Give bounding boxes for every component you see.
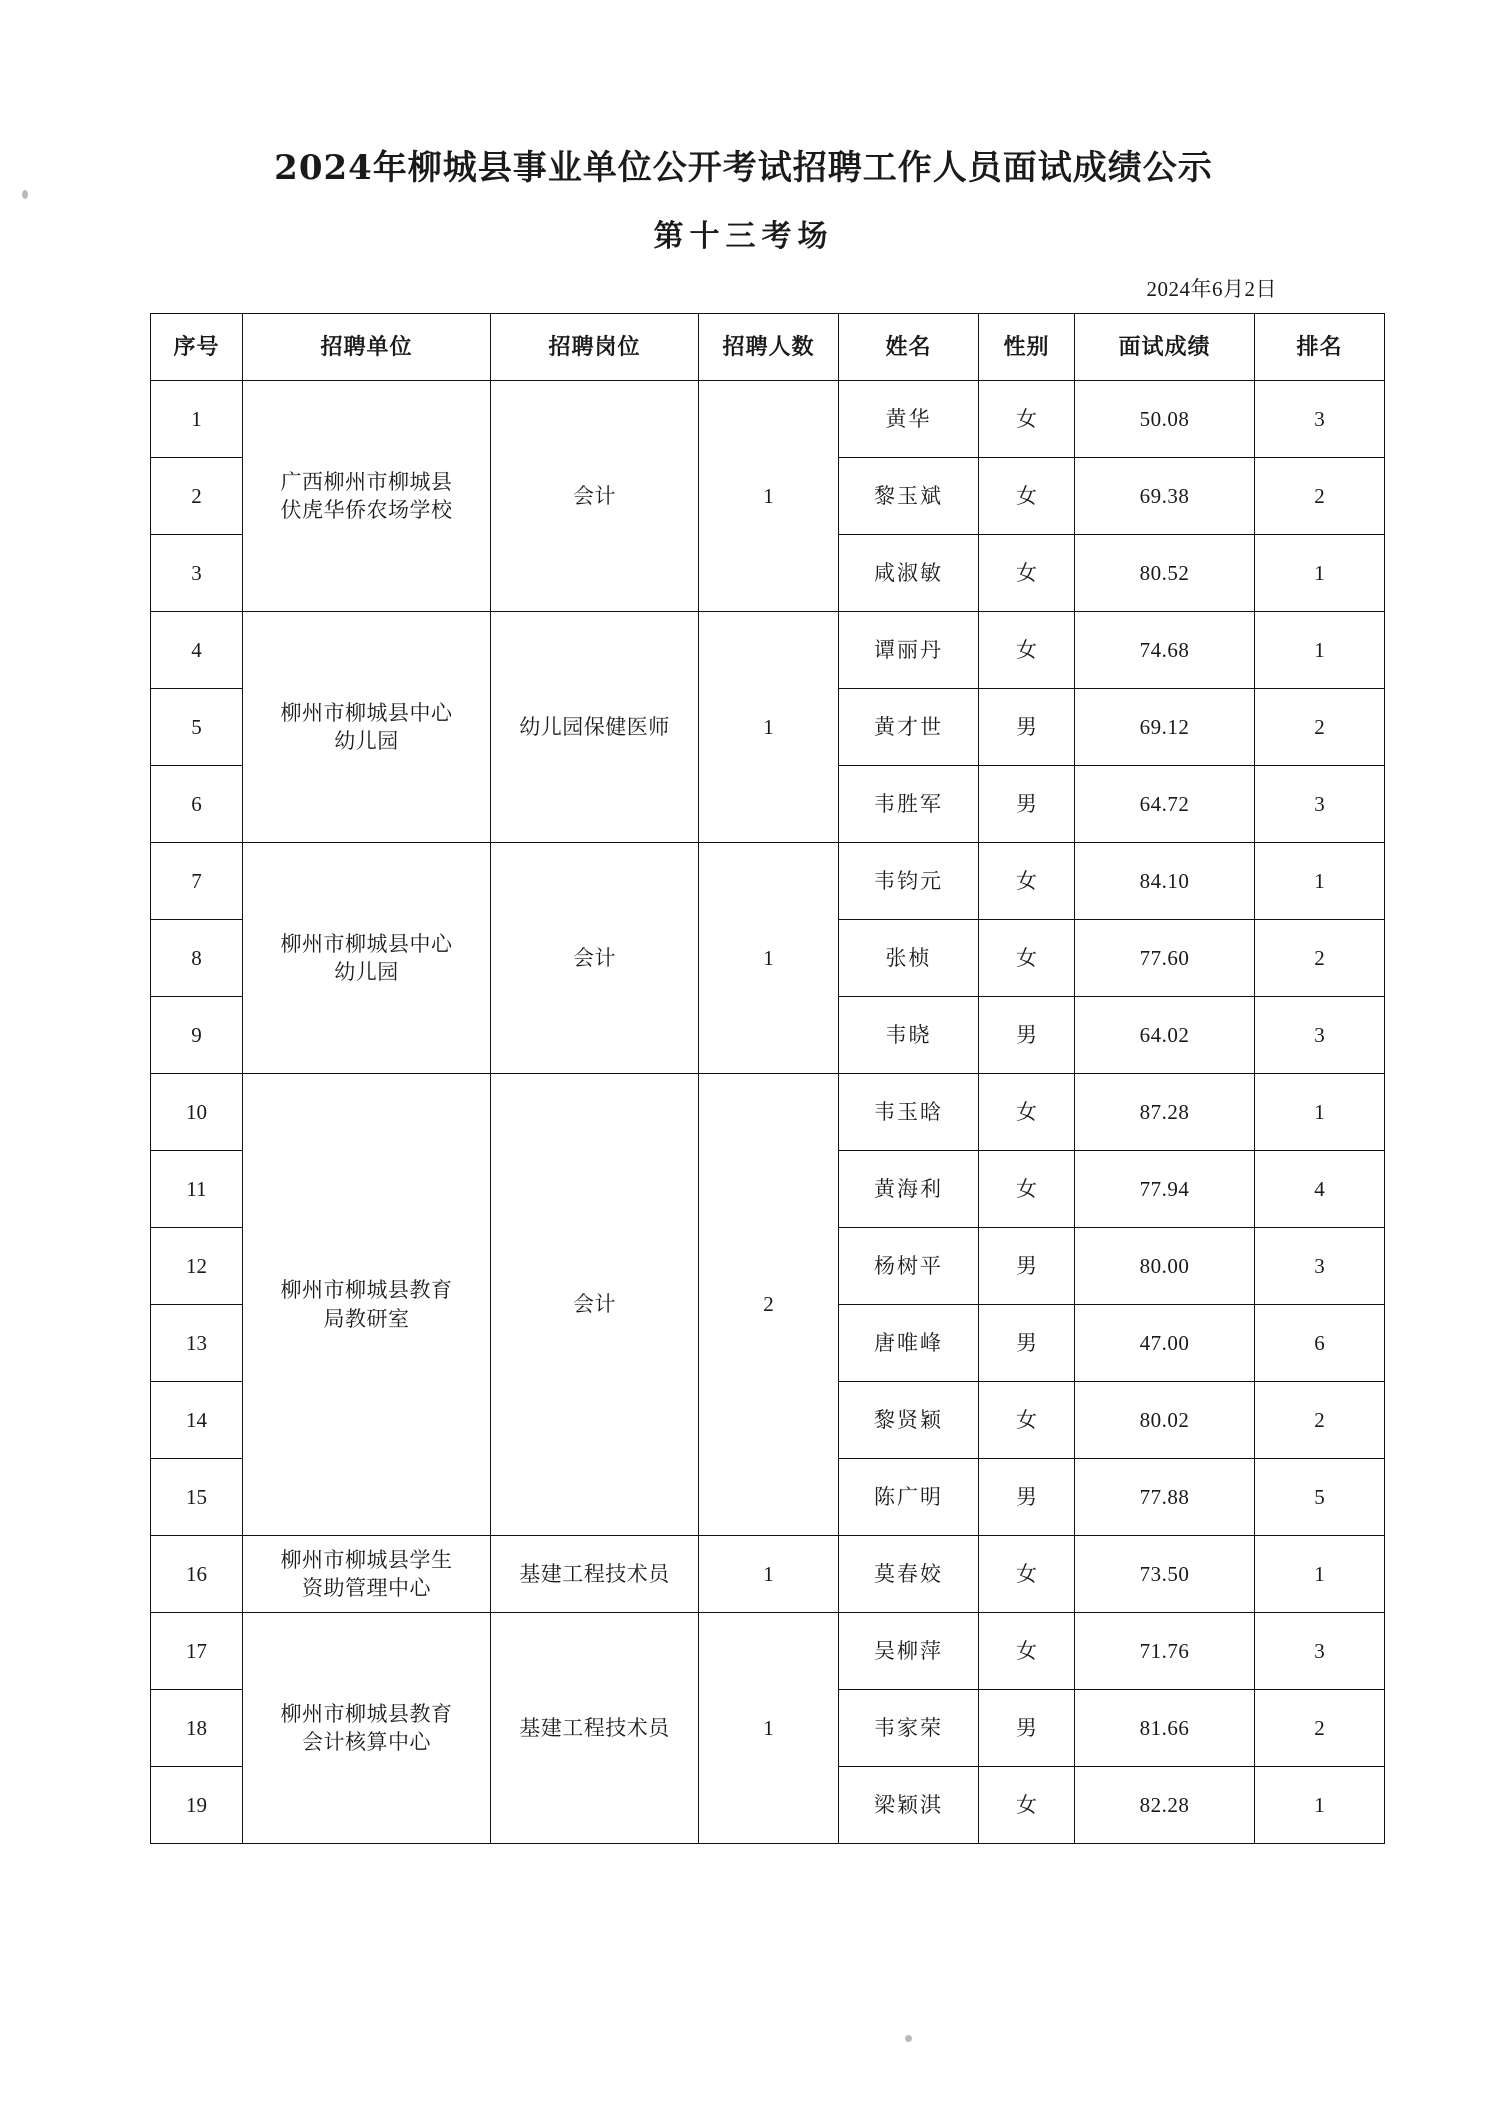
cell-candidate-name: 唐唯峰 — [839, 1305, 979, 1382]
cell-rank: 2 — [1255, 920, 1385, 997]
cell-gender: 女 — [979, 843, 1075, 920]
column-header-name: 姓名 — [839, 314, 979, 381]
cell-interview-score: 69.12 — [1075, 689, 1255, 766]
cell-interview-score: 77.60 — [1075, 920, 1255, 997]
unit-line: 会计核算中心 — [302, 1730, 431, 1754]
cell-interview-score: 87.28 — [1075, 1074, 1255, 1151]
cell-interview-score: 82.28 — [1075, 1767, 1255, 1844]
position-line: 基建工程技术员 — [519, 1715, 670, 1740]
cell-no: 1 — [151, 381, 243, 458]
cell-interview-score: 84.10 — [1075, 843, 1255, 920]
cell-candidate-name: 韦玉晗 — [839, 1074, 979, 1151]
cell-interview-score: 80.02 — [1075, 1382, 1255, 1459]
table-row — [151, 1613, 1385, 1690]
cell-rank: 1 — [1255, 1074, 1385, 1151]
cell-recruiting-unit — [243, 843, 491, 1074]
cell-position — [491, 1074, 699, 1536]
cell-no: 18 — [151, 1690, 243, 1767]
cell-gender: 男 — [979, 766, 1075, 843]
cell-headcount: 1 — [699, 1613, 839, 1844]
cell-candidate-name: 梁颖淇 — [839, 1767, 979, 1844]
cell-candidate-name: 黄华 — [839, 381, 979, 458]
column-header-no: 序号 — [151, 314, 243, 381]
cell-candidate-name: 黎玉斌 — [839, 458, 979, 535]
cell-no: 14 — [151, 1382, 243, 1459]
cell-no: 12 — [151, 1228, 243, 1305]
table-row — [151, 1074, 1385, 1151]
interview-results-table — [150, 313, 1385, 1844]
cell-position — [491, 612, 699, 843]
cell-rank: 2 — [1255, 1690, 1385, 1767]
column-header-rank: 排名 — [1255, 314, 1385, 381]
cell-headcount: 2 — [699, 1074, 839, 1536]
position-line: 会计 — [573, 945, 616, 970]
cell-gender: 女 — [979, 458, 1075, 535]
cell-no: 19 — [151, 1767, 243, 1844]
cell-gender: 女 — [979, 1767, 1075, 1844]
cell-recruiting-unit — [243, 1074, 491, 1536]
cell-position — [491, 1536, 699, 1613]
cell-interview-score: 74.68 — [1075, 612, 1255, 689]
publish-date: 2024年6月2日 — [1146, 277, 1277, 301]
column-header-unit: 招聘单位 — [243, 314, 491, 381]
cell-no: 16 — [151, 1536, 243, 1613]
cell-gender: 男 — [979, 997, 1075, 1074]
cell-interview-score: 64.02 — [1075, 997, 1255, 1074]
scan-speck — [905, 2035, 912, 2042]
cell-no: 3 — [151, 535, 243, 612]
cell-headcount: 1 — [699, 843, 839, 1074]
cell-candidate-name: 谭丽丹 — [839, 612, 979, 689]
cell-candidate-name: 咸淑敏 — [839, 535, 979, 612]
column-header-count: 招聘人数 — [699, 314, 839, 381]
cell-rank: 3 — [1255, 381, 1385, 458]
cell-rank: 3 — [1255, 766, 1385, 843]
cell-candidate-name: 韦钧元 — [839, 843, 979, 920]
cell-no: 7 — [151, 843, 243, 920]
cell-rank: 2 — [1255, 458, 1385, 535]
unit-line: 柳州市柳城县学生 — [280, 1547, 453, 1572]
cell-candidate-name: 陈广明 — [839, 1459, 979, 1536]
cell-headcount: 1 — [699, 1536, 839, 1613]
cell-no: 13 — [151, 1305, 243, 1382]
cell-gender: 男 — [979, 1228, 1075, 1305]
cell-candidate-name: 杨树平 — [839, 1228, 979, 1305]
cell-interview-score: 80.52 — [1075, 535, 1255, 612]
cell-rank: 2 — [1255, 1382, 1385, 1459]
column-header-score: 面试成绩 — [1075, 314, 1255, 381]
table-row — [151, 843, 1385, 920]
table-header-row — [151, 314, 1385, 381]
cell-candidate-name: 黎贤颖 — [839, 1382, 979, 1459]
cell-gender: 女 — [979, 1536, 1075, 1613]
cell-position — [491, 843, 699, 1074]
cell-interview-score: 80.00 — [1075, 1228, 1255, 1305]
cell-interview-score: 69.38 — [1075, 458, 1255, 535]
cell-candidate-name: 韦家荣 — [839, 1690, 979, 1767]
cell-gender: 女 — [979, 1613, 1075, 1690]
cell-gender: 男 — [979, 1305, 1075, 1382]
position-line: 会计 — [573, 1292, 616, 1317]
cell-no: 9 — [151, 997, 243, 1074]
unit-line: 伏虎华侨农场学校 — [280, 498, 453, 522]
cell-candidate-name: 莫春姣 — [839, 1536, 979, 1613]
cell-no: 11 — [151, 1151, 243, 1228]
cell-gender: 女 — [979, 535, 1075, 612]
cell-candidate-name: 韦胜军 — [839, 766, 979, 843]
unit-line: 柳州市柳城县中心 — [280, 700, 453, 725]
cell-candidate-name: 韦晓 — [839, 997, 979, 1074]
cell-rank: 1 — [1255, 1536, 1385, 1613]
cell-rank: 1 — [1255, 535, 1385, 612]
cell-rank: 3 — [1255, 1613, 1385, 1690]
unit-line: 广西柳州市柳城县 — [280, 469, 453, 494]
cell-position — [491, 1613, 699, 1844]
unit-line: 幼儿园 — [334, 729, 399, 753]
cell-rank: 1 — [1255, 843, 1385, 920]
unit-line: 局教研室 — [323, 1306, 410, 1331]
cell-no: 17 — [151, 1613, 243, 1690]
cell-no: 4 — [151, 612, 243, 689]
cell-headcount: 1 — [699, 381, 839, 612]
cell-position — [491, 381, 699, 612]
scan-speck — [22, 190, 28, 199]
cell-gender: 女 — [979, 1151, 1075, 1228]
cell-interview-score: 73.50 — [1075, 1536, 1255, 1613]
table-row — [151, 381, 1385, 458]
cell-no: 5 — [151, 689, 243, 766]
cell-gender: 男 — [979, 1459, 1075, 1536]
cell-interview-score: 50.08 — [1075, 381, 1255, 458]
cell-interview-score: 71.76 — [1075, 1613, 1255, 1690]
unit-line: 柳州市柳城县教育 — [280, 1701, 453, 1726]
cell-recruiting-unit — [243, 1613, 491, 1844]
cell-rank: 6 — [1255, 1305, 1385, 1382]
cell-rank: 3 — [1255, 1228, 1385, 1305]
column-header-gender: 性别 — [979, 314, 1075, 381]
cell-recruiting-unit — [243, 381, 491, 612]
table-row — [151, 1536, 1385, 1613]
cell-rank: 3 — [1255, 997, 1385, 1074]
cell-rank: 5 — [1255, 1459, 1385, 1536]
unit-line: 柳州市柳城县教育 — [280, 1278, 453, 1303]
cell-gender: 女 — [979, 381, 1075, 458]
cell-rank: 1 — [1255, 612, 1385, 689]
position-line: 基建工程技术员 — [519, 1561, 670, 1586]
cell-candidate-name: 黄海利 — [839, 1151, 979, 1228]
page-title: 2024年柳城县事业单位公开考试招聘工作人员面试成绩公示 — [274, 148, 1213, 188]
cell-no: 10 — [151, 1074, 243, 1151]
cell-gender: 女 — [979, 612, 1075, 689]
cell-gender: 男 — [979, 1690, 1075, 1767]
position-line: 会计 — [573, 483, 616, 508]
cell-candidate-name: 吴柳萍 — [839, 1613, 979, 1690]
table-body — [151, 381, 1385, 1844]
page-subtitle: 第十三考场 — [653, 219, 834, 254]
column-header-post: 招聘岗位 — [491, 314, 699, 381]
cell-no: 6 — [151, 766, 243, 843]
cell-candidate-name: 张桢 — [839, 920, 979, 997]
cell-gender: 女 — [979, 1074, 1075, 1151]
cell-interview-score: 64.72 — [1075, 766, 1255, 843]
cell-rank: 4 — [1255, 1151, 1385, 1228]
cell-interview-score: 47.00 — [1075, 1305, 1255, 1382]
cell-interview-score: 77.94 — [1075, 1151, 1255, 1228]
cell-candidate-name: 黄才世 — [839, 689, 979, 766]
cell-recruiting-unit — [243, 1536, 491, 1613]
cell-no: 2 — [151, 458, 243, 535]
cell-interview-score: 81.66 — [1075, 1690, 1255, 1767]
unit-line: 柳州市柳城县中心 — [280, 931, 453, 956]
cell-gender: 女 — [979, 1382, 1075, 1459]
cell-rank: 2 — [1255, 689, 1385, 766]
cell-no: 15 — [151, 1459, 243, 1536]
cell-gender: 女 — [979, 920, 1075, 997]
position-line: 幼儿园保健医师 — [519, 714, 670, 739]
cell-interview-score: 77.88 — [1075, 1459, 1255, 1536]
cell-gender: 男 — [979, 689, 1075, 766]
cell-no: 8 — [151, 920, 243, 997]
table-row — [151, 612, 1385, 689]
unit-line: 幼儿园 — [334, 960, 399, 984]
cell-rank: 1 — [1255, 1767, 1385, 1844]
cell-headcount: 1 — [699, 612, 839, 843]
cell-recruiting-unit — [243, 612, 491, 843]
unit-line: 资助管理中心 — [302, 1576, 431, 1600]
